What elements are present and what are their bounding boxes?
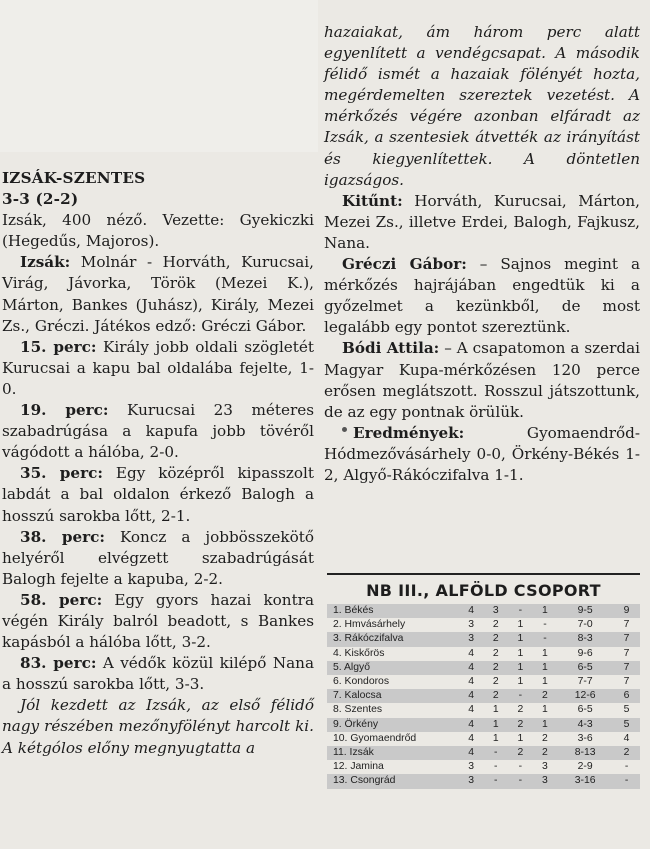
outstanding-players: [324, 191, 640, 254]
played-cell: 3: [459, 774, 484, 788]
match-intro: Izsák, 400 néző. Vezette: Gyekiczki (Hegedűs, Majoros).: [2, 211, 314, 251]
team-name-cell: 7. Kalocsa: [327, 689, 459, 703]
team-name-cell: 10. Gyomaendrőd: [327, 732, 459, 746]
lineup: [2, 252, 314, 336]
goal-entry: [2, 653, 314, 695]
wins-cell: 2: [483, 632, 508, 646]
draws-cell: -: [508, 760, 533, 774]
standings-title: NB III., ALFÖLD CSOPORT: [327, 573, 640, 604]
wins-cell: 2: [483, 689, 508, 703]
table-row: [327, 703, 640, 717]
goal-minute: 15. perc:: [20, 337, 97, 356]
losses-cell: -: [533, 618, 558, 632]
draws-cell: 1: [508, 618, 533, 632]
goal-text: Koncz a jobbösszekötő helyéről elvégzett szabadrúgását Balogh fejelte a kapuba, 2-2.: [2, 527, 314, 588]
goal-entry: [2, 400, 314, 463]
losses-cell: 2: [533, 746, 558, 760]
table-row: [327, 718, 640, 732]
goal-minute: 19. perc:: [20, 401, 109, 420]
played-cell: 4: [459, 703, 484, 717]
goals-cell: 4-3: [557, 718, 613, 732]
coach-name: Bódi Attila:: [342, 339, 440, 358]
team-name-cell: 4. Kiskőrös: [327, 647, 459, 661]
standings-box: [327, 573, 640, 789]
table-row: [327, 760, 640, 774]
table-row: [327, 732, 640, 746]
bullet-icon: [342, 427, 347, 432]
wins-cell: -: [483, 760, 508, 774]
quote-text: – Sajnos megint a mérkőzés hajrájában engedtük ki a győzelmet a kezünkből, de most legalább egy pontot szereztünk.: [324, 255, 641, 337]
results: [324, 423, 640, 486]
team-name-cell: 12. Jamina: [327, 760, 459, 774]
points-cell: 7: [613, 618, 640, 632]
goal-entry: [2, 337, 314, 400]
team-name-cell: 11. Izsák: [327, 746, 459, 760]
team-name-cell: 5. Algyő: [327, 661, 459, 675]
outstanding-label: Kitűnt:: [342, 191, 403, 210]
goals-cell: 6-5: [557, 661, 613, 675]
goal-text: Király jobb oldali szögletét Kurucsai a kapu bal oldalába fejelte, 1-0.: [2, 337, 314, 398]
results-text: Gyomaendrőd-Hódmezővásárhely 0-0, Örkény-Békés 1-2, Algyő-Rákóczifalva 1-1.: [324, 423, 640, 484]
lineup-text: Molnár - Horváth, Kurucsai, Virág, Jávorka, Török (Mezei K.), Márton, Bankes (Juhász), Király, Mezei Zs., Gréczi. Játékos edző: Gréczi Gábor.: [2, 253, 314, 335]
draws-cell: -: [508, 689, 533, 703]
draws-cell: 2: [508, 703, 533, 717]
lineup-label: Izsák:: [20, 253, 71, 272]
draws-cell: 1: [508, 732, 533, 746]
coach-quote: [324, 254, 640, 338]
goals-cell: 8-3: [557, 632, 613, 646]
goals-cell: 3-6: [557, 732, 613, 746]
points-cell: 5: [613, 718, 640, 732]
goals-cell: 3-16: [557, 774, 613, 788]
table-row: [327, 746, 640, 760]
losses-cell: 3: [533, 774, 558, 788]
goal-minute: 35. perc:: [20, 464, 103, 483]
goals-cell: 7-7: [557, 675, 613, 689]
goal-minute: 38. perc:: [20, 527, 105, 546]
goal-text: Egy középről kipasszolt labdát a bal oldalon érkező Balogh a hosszú sarokba lőtt, 2-1.: [2, 464, 314, 525]
losses-cell: 1: [533, 675, 558, 689]
wins-cell: 1: [483, 718, 508, 732]
team-name-cell: 2. Hmvásárhely: [327, 618, 459, 632]
wins-cell: -: [483, 746, 508, 760]
losses-cell: -: [533, 632, 558, 646]
losses-cell: 2: [533, 689, 558, 703]
left-column: [2, 168, 314, 759]
goal-minute: 58. perc:: [20, 590, 103, 609]
goal-text: Egy gyors hazai kontra végén Király balról beadott, s Bankes kapásból a hálóba lőtt, 3-2.: [2, 590, 314, 652]
draws-cell: -: [508, 774, 533, 788]
losses-cell: 1: [533, 647, 558, 661]
goals-cell: 6-5: [557, 703, 613, 717]
points-cell: 7: [613, 632, 640, 646]
goal-text: A védők közül kilépő Nana a hosszú sarokba lőtt, 3-3.: [2, 654, 314, 694]
wins-cell: 2: [483, 661, 508, 675]
image-area: [0, 0, 318, 152]
goals-cell: 9-6: [557, 647, 613, 661]
played-cell: 3: [459, 760, 484, 774]
team-name-cell: 13. Csongrád: [327, 774, 459, 788]
goal-entry: [2, 590, 314, 653]
summary-start: Jól kezdett az Izsák, az első félidő nagy részében mezőnyfölényt harcolt ki. A kétgólos előny megnyugtatta a: [2, 696, 314, 757]
points-cell: 6: [613, 689, 640, 703]
coach-quote: [324, 338, 640, 422]
wins-cell: -: [483, 774, 508, 788]
losses-cell: 1: [533, 661, 558, 675]
played-cell: 4: [459, 604, 484, 618]
played-cell: 4: [459, 689, 484, 703]
quote-text: – A csapatomon a szerdai Magyar Kupa-mérkőzésen 120 perce erősen meglátszott. Rosszul játszottunk, de az egy pontnak örülük.: [324, 339, 640, 421]
goals-cell: 7-0: [557, 618, 613, 632]
losses-cell: 1: [533, 718, 558, 732]
points-cell: -: [613, 760, 640, 774]
goal-minute: 83. perc:: [20, 654, 97, 673]
played-cell: 3: [459, 632, 484, 646]
wins-cell: 2: [483, 647, 508, 661]
played-cell: 4: [459, 718, 484, 732]
losses-cell: 2: [533, 732, 558, 746]
team-name-cell: 3. Rákóczifalva: [327, 632, 459, 646]
table-row: [327, 604, 640, 618]
match-score: 3-3 (2-2): [2, 190, 79, 209]
draws-cell: 2: [508, 718, 533, 732]
losses-cell: 1: [533, 604, 558, 618]
played-cell: 4: [459, 675, 484, 689]
points-cell: 9: [613, 604, 640, 618]
table-row: [327, 774, 640, 788]
table-row: [327, 632, 640, 646]
match-title: IZSÁK-SZENTES: [2, 169, 146, 187]
table-row: [327, 618, 640, 632]
goals-cell: 12-6: [557, 689, 613, 703]
table-row: [327, 661, 640, 675]
draws-cell: 1: [508, 647, 533, 661]
coach-name: Gréczi Gábor:: [342, 255, 467, 274]
outstanding-text: Horváth, Kurucsai, Márton, Mezei Zs., illetve Erdei, Balogh, Fajkusz, Nana.: [324, 191, 640, 252]
played-cell: 4: [459, 732, 484, 746]
points-cell: 2: [613, 746, 640, 760]
played-cell: 4: [459, 647, 484, 661]
goal-text: Kurucsai 23 méteres szabadrúgása a kapufa jobb tövéről vágódott a hálóba, 2-0.: [2, 401, 314, 462]
points-cell: 7: [613, 661, 640, 675]
played-cell: 3: [459, 618, 484, 632]
played-cell: 4: [459, 661, 484, 675]
table-row: [327, 647, 640, 661]
draws-cell: 1: [508, 675, 533, 689]
wins-cell: 2: [483, 618, 508, 632]
summary-continued: hazaiakat, ám három perc alatt egyenlített a vendégcsapat. A második félidő ismét a hazaiak fölényét hozta, megérdemelten szereztek vezetést. A mérkőzés végére azonban elfáradt az Izsák, a szentesiek átvették az irányítást és kiegyenlítettek. A döntetlen igazságos.: [324, 23, 640, 189]
team-name-cell: 6. Kondoros: [327, 675, 459, 689]
standings-table: [327, 604, 640, 789]
team-name-cell: 1. Békés: [327, 604, 459, 618]
team-name-cell: 9. Örkény: [327, 718, 459, 732]
points-cell: 5: [613, 703, 640, 717]
team-name-cell: 8. Szentes: [327, 703, 459, 717]
wins-cell: 1: [483, 732, 508, 746]
draws-cell: 1: [508, 661, 533, 675]
draws-cell: 1: [508, 632, 533, 646]
goals-cell: 9-5: [557, 604, 613, 618]
goals-cell: 2-9: [557, 760, 613, 774]
right-column: [324, 22, 640, 486]
goal-entry: [2, 527, 314, 590]
wins-cell: 3: [483, 604, 508, 618]
played-cell: 4: [459, 746, 484, 760]
goals-cell: 8-13: [557, 746, 613, 760]
points-cell: 7: [613, 647, 640, 661]
losses-cell: 3: [533, 760, 558, 774]
goal-entry: [2, 463, 314, 526]
wins-cell: 2: [483, 675, 508, 689]
points-cell: 4: [613, 732, 640, 746]
results-label: Eredmények:: [353, 423, 465, 442]
draws-cell: -: [508, 604, 533, 618]
losses-cell: 1: [533, 703, 558, 717]
points-cell: 7: [613, 675, 640, 689]
draws-cell: 2: [508, 746, 533, 760]
table-row: [327, 675, 640, 689]
points-cell: -: [613, 774, 640, 788]
table-row: [327, 689, 640, 703]
wins-cell: 1: [483, 703, 508, 717]
